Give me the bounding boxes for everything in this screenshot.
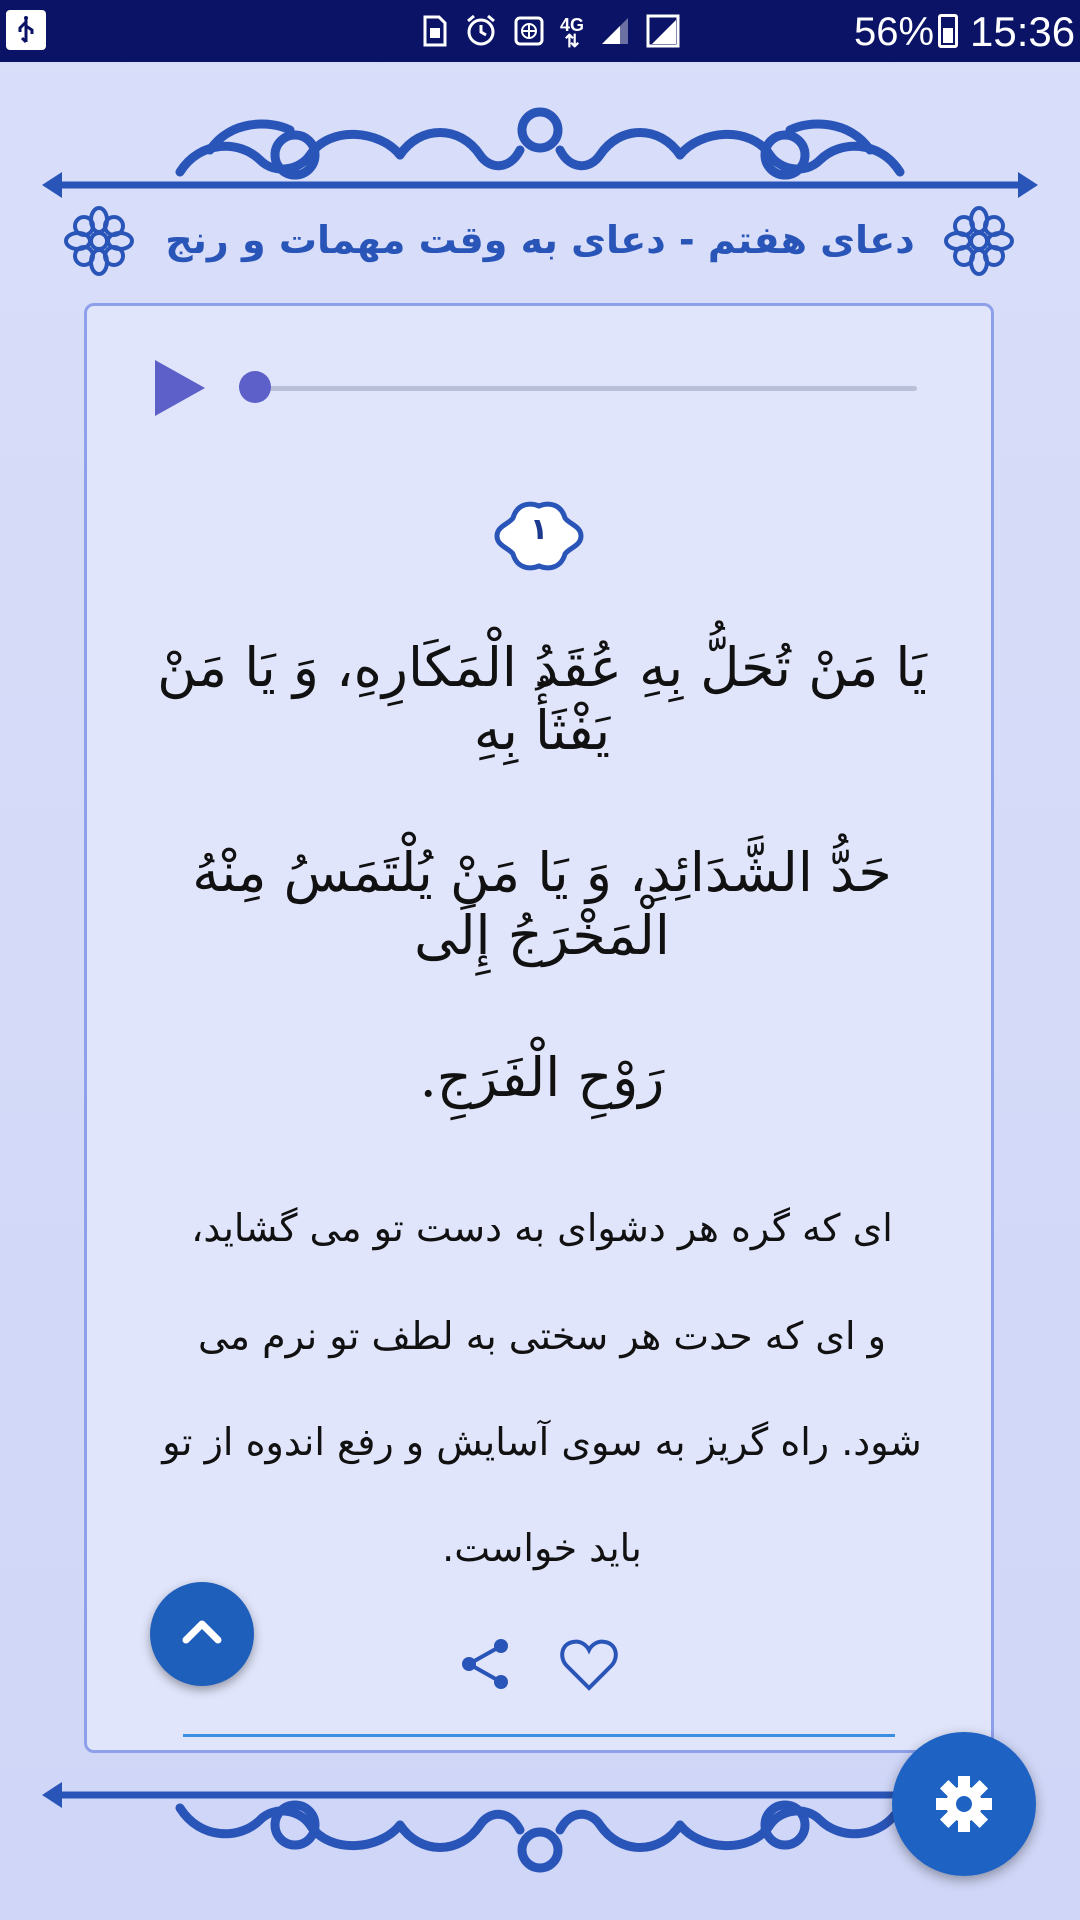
usb-icon bbox=[6, 10, 46, 50]
share-icon[interactable] bbox=[457, 1636, 513, 1692]
play-icon[interactable] bbox=[149, 358, 209, 418]
heart-icon[interactable] bbox=[559, 1636, 619, 1692]
arabic-line-2: حَدُّ الشَّدَائِدِ، وَ يَا مَنْ يُلْتَمَسُ مِنْهُ الْمَخْرَجُ إِلَى bbox=[192, 841, 892, 967]
top-ornament bbox=[40, 100, 1040, 210]
network-type-icon: 4G ⇅ bbox=[559, 15, 584, 51]
alarm-icon bbox=[464, 14, 498, 52]
clock: 15:36 bbox=[970, 8, 1076, 55]
arabic-line-1: يَا مَنْ تُحَلُّ بِهِ عُقَدُ الْمَكَارِهِ، وَ يَا مَنْ يَفْثَأُ بِهِ bbox=[157, 636, 927, 762]
page-title: دعای هفتم - دعای به وقت مهمات و رنج bbox=[165, 218, 915, 262]
seek-bar[interactable] bbox=[247, 386, 917, 391]
flower-right-icon bbox=[944, 206, 1014, 276]
arabic-line-3: رَوْحِ الْفَرَجِ. bbox=[419, 1046, 665, 1109]
verse-number: ۱ bbox=[529, 512, 549, 547]
battery-icon bbox=[938, 14, 958, 48]
scroll-up-button[interactable] bbox=[150, 1582, 254, 1686]
signal-icon bbox=[600, 16, 630, 50]
gear-icon bbox=[892, 1732, 1036, 1876]
status-icons bbox=[422, 14, 680, 52]
chevron-up-icon bbox=[150, 1582, 254, 1686]
sim-icon bbox=[422, 14, 448, 52]
signal-icon-2 bbox=[646, 14, 680, 52]
dua-card bbox=[84, 303, 994, 1753]
translation-line-1: ای که گره هر دشوای به دست تو می گشاید، bbox=[191, 1206, 893, 1250]
translation-line-2: و ای که حدت هر سختی به لطف تو نرم می bbox=[198, 1314, 886, 1358]
divider bbox=[183, 1734, 895, 1737]
translation-line-3: شود. راه گریز به سوی آسایش و رفع اندوه از تو bbox=[162, 1420, 922, 1464]
settings-button[interactable] bbox=[892, 1732, 1036, 1876]
translation-line-4: باید خواست. bbox=[442, 1526, 642, 1570]
battery-percent: 56% bbox=[854, 10, 935, 54]
globe-icon bbox=[514, 16, 544, 50]
network-type-label: 4G bbox=[559, 15, 584, 35]
bottom-ornament bbox=[40, 1770, 1040, 1880]
flower-left-icon bbox=[64, 206, 134, 276]
status-bar bbox=[0, 0, 1080, 62]
seek-thumb[interactable] bbox=[239, 371, 271, 403]
